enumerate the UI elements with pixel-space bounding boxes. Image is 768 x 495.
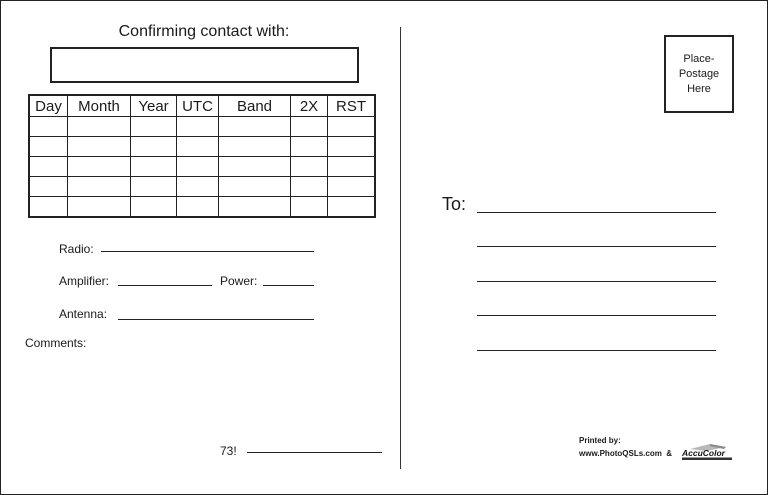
col-rst: RST	[328, 95, 376, 117]
amplifier-line	[118, 285, 212, 286]
to-label: To:	[442, 194, 467, 214]
signoff-label: 73!	[220, 444, 237, 458]
stamp-text-line-3: Here	[687, 82, 711, 95]
col-band: Band	[219, 95, 291, 117]
col-year: Year	[131, 95, 177, 117]
contact-log-table	[28, 94, 376, 218]
radio-line	[101, 251, 314, 252]
radio-label: Radio:	[59, 242, 94, 256]
stamp-text-line-1: Place-	[683, 52, 715, 65]
table-row	[29, 177, 375, 197]
signoff-line	[247, 452, 382, 453]
power-line	[263, 285, 314, 286]
address-line-2	[477, 246, 716, 247]
amplifier-label: Amplifier:	[59, 274, 110, 288]
log-body	[29, 117, 375, 218]
svg-text:AccuColor: AccuColor	[682, 448, 725, 458]
table-row	[29, 117, 375, 137]
printer-website: www.PhotoQSLs.com &	[579, 449, 673, 458]
col-month: Month	[68, 95, 131, 117]
printed-by-label: Printed by:	[579, 436, 621, 445]
table-row	[29, 197, 375, 218]
comments-label: Comments:	[25, 336, 87, 350]
postage-stamp-box	[664, 35, 734, 113]
table-row	[29, 157, 375, 177]
address-line-1	[477, 212, 716, 213]
stamp-text-line-2: Postage	[678, 67, 720, 80]
antenna-label: Antenna:	[59, 307, 108, 321]
address-line-4	[477, 315, 716, 316]
antenna-line	[118, 319, 314, 320]
card-title: Confirming contact with:	[118, 23, 290, 40]
accucolor-logo-icon	[680, 442, 736, 462]
callsign-box	[50, 47, 359, 83]
log-header-row	[29, 95, 375, 117]
col-2x: 2X	[291, 95, 328, 117]
address-line-3	[477, 281, 716, 282]
col-utc: UTC	[177, 95, 219, 117]
power-label: Power:	[220, 274, 258, 288]
table-row	[29, 137, 375, 157]
printer-credit	[579, 434, 672, 460]
center-divider	[400, 27, 401, 469]
address-line-5	[477, 350, 716, 351]
col-day: Day	[29, 95, 68, 117]
